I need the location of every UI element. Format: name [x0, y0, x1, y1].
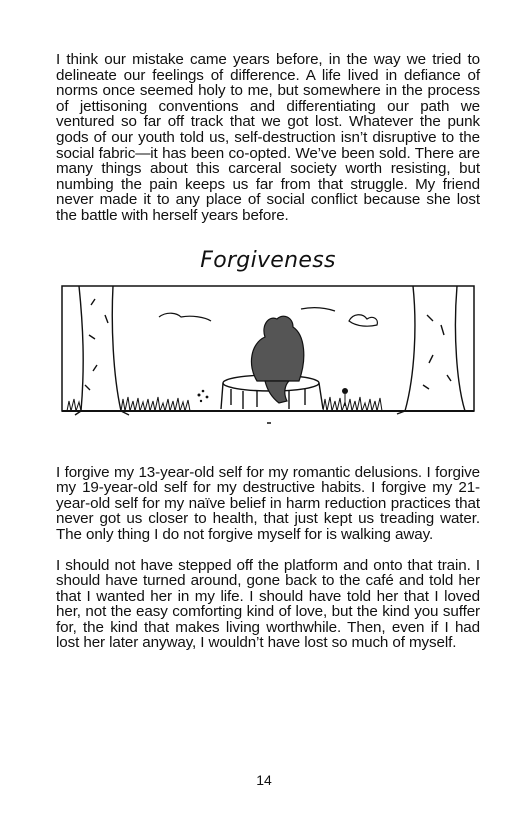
- section-heading: Forgiveness: [200, 247, 336, 273]
- page-number: 14: [256, 772, 272, 788]
- right-tree: [397, 286, 465, 414]
- forgiveness-illustration: [61, 285, 475, 445]
- paragraph-closing: I should not have stepped off the platform and onto that train. I should have turned around, gone back to the café and told her that I wanted her in my life. I should have told her that I loved her, not the easy comforting kind of love, but the kind you suffer for, the kind that makes living worthwhile. Then, even if I had lost her later anyway, I wouldn’t have lost so much of myself.: [56, 556, 480, 652]
- left-tree: [75, 286, 129, 415]
- page-content: [56, 52, 480, 651]
- paragraph-intro: I think our mistake came years before, in the way we tried to delineate our feelings of difference. A life lived in defiance of norms once seemed holy to me, but somewhere in the process of jettisoning conventions and differentiating our path we ventured so far off track that we got lost. Whatever the punk gods of our youth told us, self-destruction isn’t disruptive to the social fabric—it has been co-opted. We’ve been sold. There are many things about this carceral society worth resisting, but numbing the pain keeps us far from that struggle. My friend never made it to any place of social conflict because she lost the battle with herself years before.: [56, 51, 480, 224]
- grass: [67, 397, 382, 411]
- paragraph-forgive: I forgive my 13-year-old self for my romantic delusions. I forgive my 19-year-old self for my destructive habits. I forgive my 21-year-old self for my naïve belief in harm reduction practices that never got us closer to health, that just kept us treading water. The only thing I do not forgive myself for is walking away.: [56, 463, 480, 543]
